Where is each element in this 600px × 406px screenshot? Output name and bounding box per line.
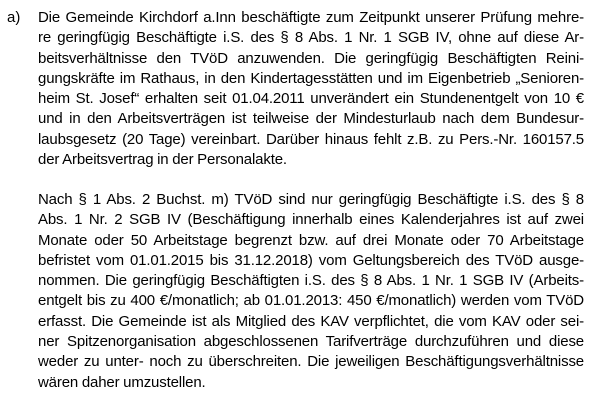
paragraph-line: Die Gemeinde Kirchdorf a.Inn beschäftigte zum Zeitpunkt unserer Prüfung mehre- <box>38 9 584 26</box>
paragraph-line: heim St. Josef“ erhalten seit 01.04.2011 unverändert ein Stundenentgelt von 10 € <box>38 90 584 108</box>
paragraph-findings <box>38 8 584 170</box>
paragraph-line: erfasst. Die Gemeinde ist als Mitglied des KAV verpflichtet, die vom KAV oder sei- <box>38 312 584 330</box>
paragraph-line: der Arbeitsvertrag in der Personalakte. <box>38 151 287 169</box>
paragraph-line: und in den Arbeitsverträgen ist teilweise der Mindesturlaub nach dem Bundesur- <box>38 110 584 128</box>
paragraph-line: Abs. 1 Nr. 2 SGB IV (Beschäftigung innerhalb eines Kalenderjahres ist auf zwei <box>38 211 584 229</box>
paragraph-line: gungskräfte im Rathaus, in den Kindertagesstätten und im Eigenbetrieb „Senioren- <box>38 69 584 87</box>
paragraph-line: wären daher umzustellen. <box>38 373 206 391</box>
paragraph-line: weder zu unter- noch zu überschreiten. Die jeweiligen Beschäftigungsverhältnisse <box>38 353 584 371</box>
list-item-marker: a) <box>7 9 21 26</box>
paragraph-line: re geringfügig Beschäftigte i.S. des § 8 Abs. 1 Nr. 1 SGB IV, ohne auf diese Ar- <box>38 29 584 47</box>
paragraph-line: Nach § 1 Abs. 2 Buchst. m) TVöD sind nur geringfügig Beschäftigte i.S. des § 8 <box>38 191 584 208</box>
paragraph-line: entgelt bis zu 400 €/monatlich; ab 01.01.2013: 450 €/monatlich) werden vom TVöD <box>38 292 584 310</box>
paragraph-line: laubsgesetz (20 Tage) vereinbart. Darüber hinaus fehlt z.B. zu Pers.-Nr. 160157.5 <box>38 130 584 148</box>
paragraph-line: ner Spitzenorganisation abgeschlossenen Tarifverträge durchzuführen und diese <box>38 333 584 351</box>
paragraph-line: befristet vom 01.01.2015 bis 31.12.2018) vom Geltungsbereich des TVöD ausge- <box>38 251 584 269</box>
paragraph-line: Monate oder 50 Arbeitstage begrenzt bzw. auf drei Monate oder 70 Arbeitstage <box>38 231 584 249</box>
paragraph-line: beitsverhältnisse den TVöD anzuwenden. Die geringfügig Beschäftigten Reini- <box>38 49 584 67</box>
paragraph-legal-assessment <box>38 190 584 393</box>
paragraph-line: nommen. Die geringfügig Beschäftigten i.S. des § 8 Abs. 1 Nr. 1 SGB IV (Arbeits- <box>38 272 584 290</box>
